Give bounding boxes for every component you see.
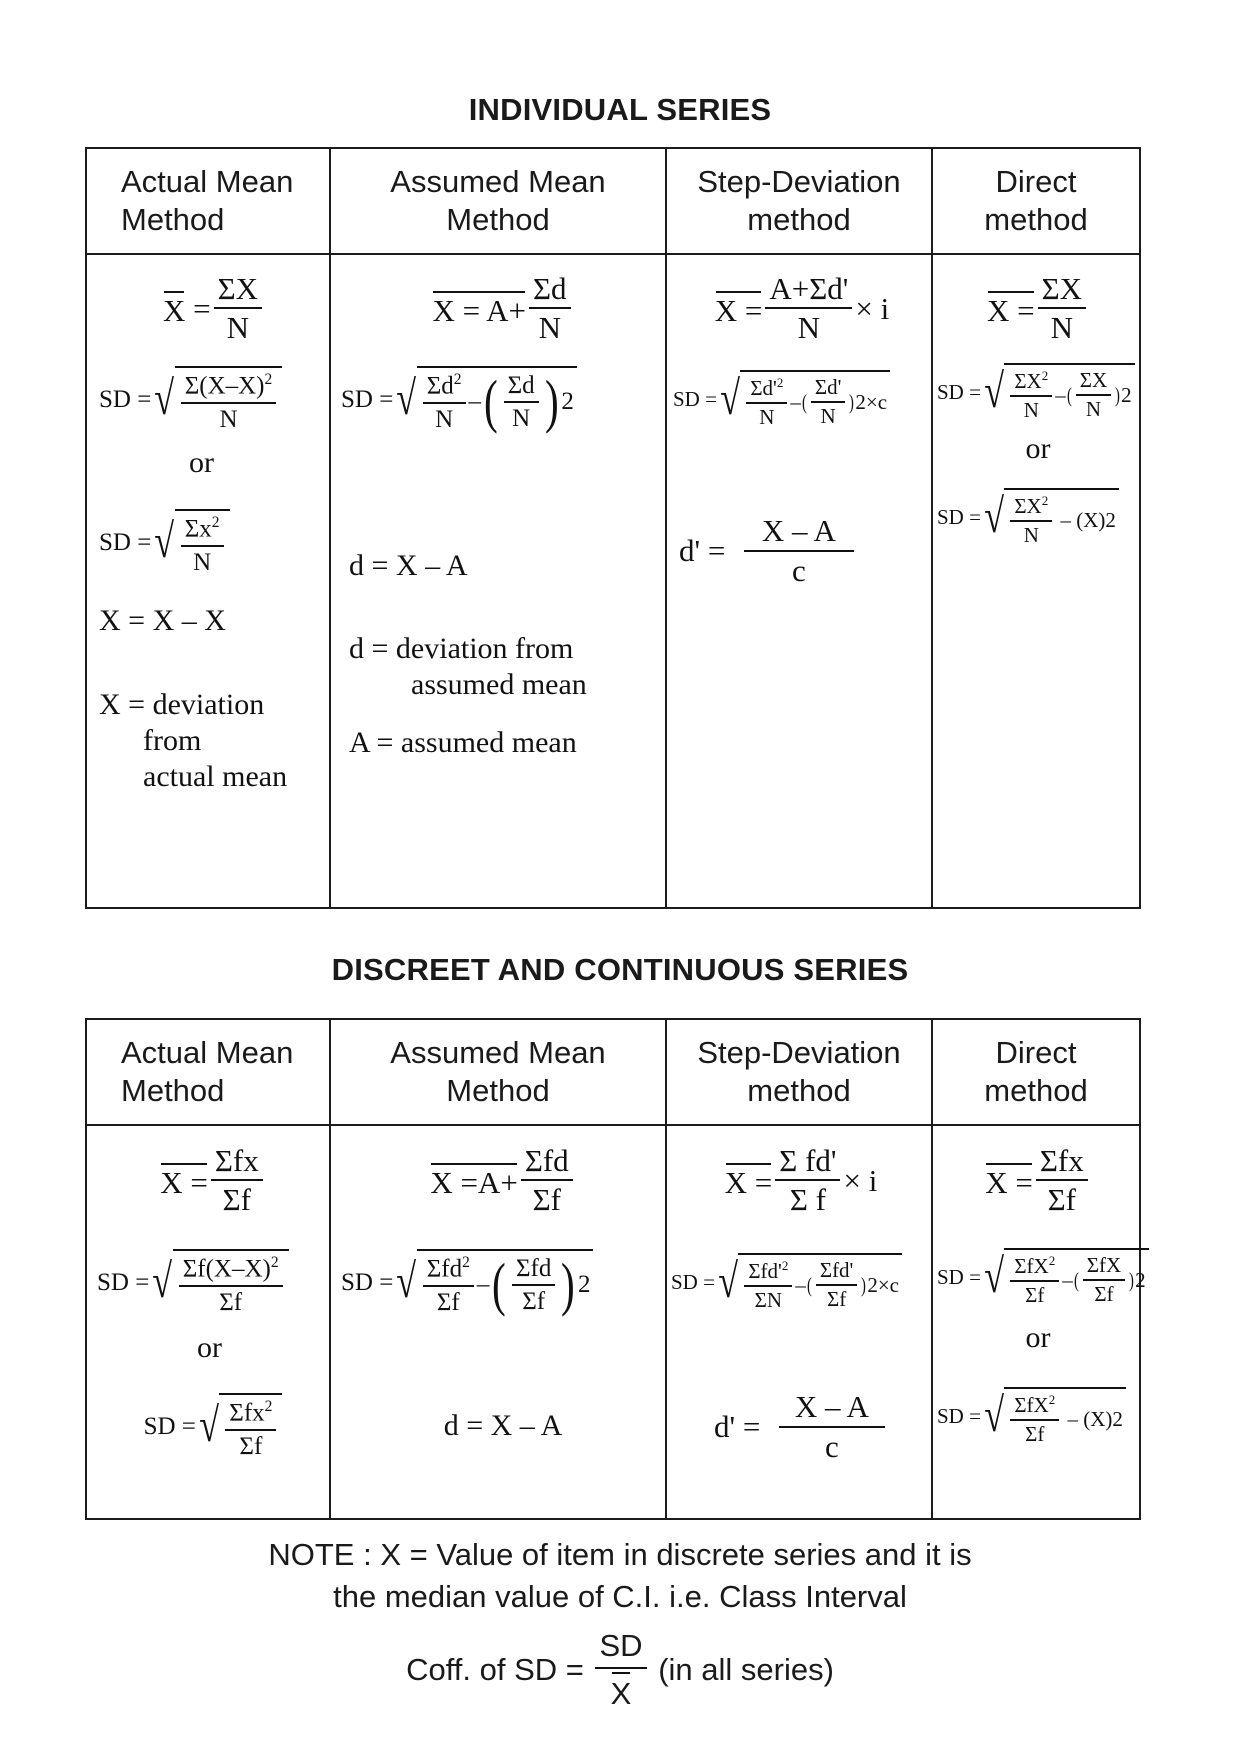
- deviation-line-1: X = deviation: [99, 688, 265, 721]
- table-header-row: [86, 148, 1140, 254]
- mean-formula: X = $\frac{\text{Σ fd'}}{\text{Σ f}}$ × i: [724, 1143, 878, 1217]
- actual-mean-cell: [86, 1125, 330, 1519]
- actual-mean-cell: [86, 254, 330, 908]
- deviation-line-1: d = deviation from: [349, 632, 574, 665]
- sd-formula: SD = √ $\frac{\Sigma X^2}{N}$ – ( $\frac{\Sigma X}{N}$ ) 2: [937, 353, 1139, 431]
- header-assumed-mean-method: Assumed Mean Method: [330, 1019, 666, 1125]
- sd-formula: SD = √ $\frac{\Sigma d'^2}{N}$ – ( $\frac{\Sigma d'}{N}$ ) 2 ×c: [673, 353, 931, 445]
- d-prime-formula: d' = $\frac{X - A}{c}$: [673, 505, 931, 595]
- mean-formula: X = $\frac{\text{Σfx}}{\Sigma f}$: [97, 1140, 329, 1220]
- deviation-line-2: from: [143, 724, 202, 757]
- discrete-series-title: DISCREET AND CONTINUOUS SERIES: [331, 952, 909, 987]
- sd-formula: SD = √ $\frac{\Sigma(X-X)^2}{N}$: [99, 353, 329, 445]
- deviation-line-2: assumed mean: [411, 668, 587, 701]
- a-definition: A = assumed mean: [349, 726, 577, 759]
- sd-formula: SD = √ $\frac{\Sigma f(X-X)^2}{\Sigma f}$: [97, 1234, 329, 1330]
- x-definition: X = X – X: [99, 604, 226, 637]
- header-direct-method: Direct method: [932, 1019, 1140, 1125]
- header-step-deviation-method: Step-Deviation method: [666, 1019, 932, 1125]
- or-text: or: [1025, 1321, 1051, 1354]
- header-actual-mean-method: Actual Mean Method: [86, 1019, 330, 1125]
- d-prime-formula: d' = $\frac{X - A}{c}$: [671, 1380, 931, 1472]
- note-line-1: NOTE : X = Value of item in discrete series and it is: [268, 1537, 972, 1572]
- sd-alt-formula: SD = √ $\frac{\Sigma fx^2}{\Sigma f}$: [97, 1380, 329, 1472]
- coff-fraction: $\frac{SD}{X}$: [595, 1628, 646, 1712]
- header-actual-mean-method: Actual Mean Method: [86, 148, 330, 254]
- assumed-mean-cell: [330, 254, 666, 908]
- sd-formula: SD = √ $\frac{\Sigma d^2}{N}$ – ( $\frac{\Sigma d}{N}$ ) 2: [341, 353, 665, 445]
- mean-formula: X = A+ $\frac{\Sigma d}{N}$: [341, 273, 665, 343]
- mean-formula: X = $\frac{\text{Σfx}}{\Sigma f}$: [937, 1140, 1139, 1220]
- mean-formula: X = $\frac{A+\Sigma d'}{N}$ × i: [714, 271, 890, 345]
- sd-formula: SD = √ $\frac{\Sigma fX^2}{\Sigma f}$ – ( $\frac{\text{ΣfX}}{\Sigma f}$ ) 2: [937, 1234, 1139, 1320]
- individual-series-title: INDIVIDUAL SERIES: [468, 92, 772, 127]
- sd-alt-formula: SD = √ $\frac{\Sigma X^2}{N}$ – (X) 2: [937, 481, 1139, 553]
- d-definition: d = X – A: [443, 1409, 563, 1442]
- step-deviation-cell: [666, 1125, 932, 1519]
- table-header-row: [86, 1019, 1140, 1125]
- d-definition: d = X – A: [349, 549, 468, 582]
- sd-formula: SD = √ $\frac{\Sigma fd'^2}{\Sigma N}$ – ( $\frac{\text{Σfd'}}{\Sigma f}$ ) 2 ×c: [671, 1234, 931, 1330]
- assumed-mean-cell: [330, 1125, 666, 1519]
- coff-suffix: (in all series): [658, 1652, 834, 1687]
- sd-alt-formula: SD = √ $\frac{\Sigma x^2}{N}$: [99, 497, 329, 587]
- discrete-series-table: [85, 1018, 1146, 1520]
- mean-formula: X = $\frac{\Sigma X}{N}$: [937, 273, 1139, 343]
- coff-label: Coff. of SD =: [406, 1652, 584, 1687]
- individual-series-table: [85, 147, 1141, 909]
- note-line-2: the median value of C.I. i.e. Class Interval: [333, 1579, 907, 1614]
- table-body-row: [86, 1125, 1140, 1519]
- header-assumed-mean-method: Assumed Mean Method: [330, 148, 666, 254]
- coefficient-of-sd-formula: [0, 1628, 1240, 1712]
- sd-formula: SD = √ $\frac{\Sigma fd^2}{\Sigma f}$ – ( $\frac{\text{Σfd}}{\Sigma f}$ ) 2: [341, 1234, 665, 1330]
- header-direct-method: Direct method: [932, 148, 1140, 254]
- step-deviation-cell: [666, 254, 932, 908]
- or-text: or: [189, 446, 214, 479]
- mean-formula: X = $\frac{\Sigma X}{N}$: [99, 273, 329, 343]
- direct-method-cell: [932, 254, 1140, 908]
- table-body-row: [86, 254, 1140, 908]
- or-text: or: [197, 1331, 222, 1364]
- sd-alt-formula: SD = √ $\frac{\Sigma fX^2}{\Sigma f}$ – (X) 2: [937, 1376, 1139, 1456]
- header-step-deviation-method: Step-Deviation method: [666, 148, 932, 254]
- deviation-line-3: actual mean: [143, 760, 288, 793]
- mean-formula: X =A+ $\frac{\text{Σfd}}{\Sigma f}$: [341, 1140, 665, 1220]
- or-text: or: [1025, 432, 1051, 465]
- direct-method-cell: [932, 1125, 1146, 1519]
